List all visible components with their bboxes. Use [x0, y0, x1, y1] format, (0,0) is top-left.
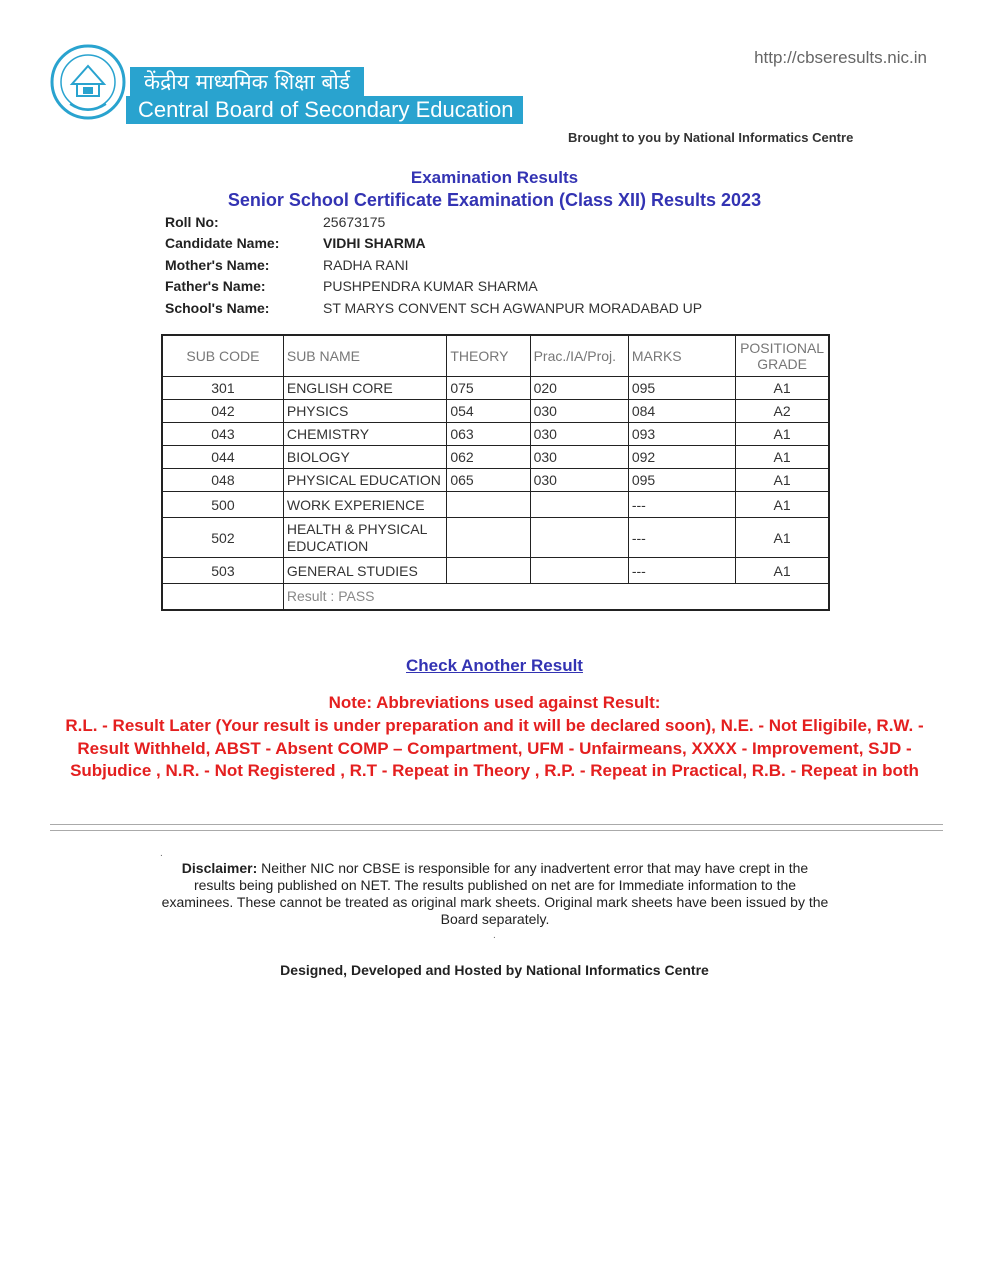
table-row	[162, 558, 829, 584]
candidate-name-label: Candidate Name:	[165, 235, 280, 251]
practical-marks: 030	[530, 400, 628, 423]
abbreviations-note: R.L. - Result Later (Your result is under preparation and it will be declared soon), N.E. - Not Eligibile, R.W. - Result Withheld, ABST - Absent COMP – Compartment, UFM - Unfairmeans, XXXX - Improvement, SJD - Subjudice , N.R. - Not Registered , R.T - Repeat in Theory , R.P. - Repeat in Practical, R.B. - Repeat in both	[65, 716, 924, 780]
table-header-row	[162, 335, 829, 377]
practical-marks	[530, 558, 628, 584]
dot-mark: .	[493, 930, 496, 941]
sub-code: 044	[162, 446, 283, 469]
col-sub-code: SUB CODE	[162, 335, 283, 377]
grade: A1	[736, 377, 829, 400]
practical-marks	[530, 518, 628, 558]
theory-marks: 075	[447, 377, 530, 400]
father-name-value: PUSHPENDRA KUMAR SHARMA	[323, 278, 538, 294]
mother-name-value: RADHA RANI	[323, 257, 409, 273]
divider	[50, 830, 943, 831]
disclaimer-text: Neither NIC nor CBSE is responsible for any inadvertent error that may have crept in the results being published on NET. The results published on net are for Immediate information to the examinees. These cannot be treated as original mark sheets. Original mark sheets have been issued by the Board separately.	[161, 860, 829, 927]
sub-code: 043	[162, 423, 283, 446]
sub-name: PHYSICS	[283, 400, 446, 423]
mother-name-label: Mother's Name:	[165, 257, 270, 273]
col-sub-name: SUB NAME	[283, 335, 446, 377]
table-row	[162, 377, 829, 400]
theory-marks	[447, 558, 530, 584]
disclaimer-label: Disclaimer:	[181, 860, 258, 876]
table-row	[162, 518, 829, 558]
table-row	[162, 400, 829, 423]
practical-marks	[530, 492, 628, 518]
sub-name: HEALTH & PHYSICAL EDUCATION	[283, 518, 446, 558]
total-marks: ---	[628, 492, 735, 518]
table-row	[162, 446, 829, 469]
designed-by-text: Designed, Developed and Hosted by National Informatics Centre	[280, 962, 709, 978]
grade: A1	[736, 469, 829, 492]
practical-marks: 030	[530, 423, 628, 446]
sub-name: WORK EXPERIENCE	[283, 492, 446, 518]
empty-cell	[162, 584, 283, 610]
father-name-label: Father's Name:	[165, 278, 266, 294]
total-marks: 095	[628, 377, 735, 400]
sub-code: 502	[162, 518, 283, 558]
sub-name: ENGLISH CORE	[283, 377, 446, 400]
total-marks: ---	[628, 518, 735, 558]
dot-mark: .	[160, 848, 163, 859]
total-marks: 095	[628, 469, 735, 492]
total-marks: 093	[628, 423, 735, 446]
result-status: Result : PASS	[283, 584, 829, 610]
roll-value: 25673175	[323, 214, 386, 230]
page-title: Examination Results	[410, 168, 579, 187]
total-marks: 084	[628, 400, 735, 423]
sub-code: 048	[162, 469, 283, 492]
note-title: Note: Abbreviations used against Result:	[328, 693, 661, 712]
results-table	[161, 334, 830, 611]
exam-title: Senior School Certificate Examination (Class XII) Results 2023	[227, 190, 762, 210]
col-marks: MARKS	[628, 335, 735, 377]
english-title-band: Central Board of Secondary Education	[126, 96, 523, 124]
brought-by-text: Brought to you by National Informatics Centre	[568, 130, 854, 145]
sub-name: BIOLOGY	[283, 446, 446, 469]
sub-name: CHEMISTRY	[283, 423, 446, 446]
divider	[50, 824, 943, 825]
grade: A1	[736, 518, 829, 558]
practical-marks: 020	[530, 377, 628, 400]
result-row	[162, 584, 829, 610]
grade: A2	[736, 400, 829, 423]
sub-code: 503	[162, 558, 283, 584]
disclaimer	[160, 860, 830, 928]
check-another-result-link[interactable]: Check Another Result	[406, 656, 583, 675]
theory-marks: 065	[447, 469, 530, 492]
theory-marks	[447, 492, 530, 518]
total-marks: 092	[628, 446, 735, 469]
theory-marks	[447, 518, 530, 558]
grade: A1	[736, 423, 829, 446]
col-practical: Prac./IA/Proj.	[530, 335, 628, 377]
total-marks: ---	[628, 558, 735, 584]
theory-marks: 054	[447, 400, 530, 423]
theory-marks: 062	[447, 446, 530, 469]
school-name-value: ST MARYS CONVENT SCH AGWANPUR MORADABAD UP	[323, 300, 703, 316]
hindi-title-band: केंद्रीय माध्यमिक शिक्षा बोर्ड	[130, 67, 364, 97]
grade: A1	[736, 492, 829, 518]
roll-label: Roll No:	[165, 214, 219, 230]
sub-code: 500	[162, 492, 283, 518]
sub-code: 042	[162, 400, 283, 423]
table-row	[162, 469, 829, 492]
practical-marks: 030	[530, 446, 628, 469]
school-name-label: School's Name:	[165, 300, 270, 316]
sub-name: PHYSICAL EDUCATION	[283, 469, 446, 492]
col-positional-grade: POSITIONAL GRADE	[736, 335, 829, 377]
theory-marks: 063	[447, 423, 530, 446]
grade: A1	[736, 446, 829, 469]
grade: A1	[736, 558, 829, 584]
sub-code: 301	[162, 377, 283, 400]
sub-name: GENERAL STUDIES	[283, 558, 446, 584]
table-row	[162, 492, 829, 518]
col-theory: THEORY	[447, 335, 530, 377]
site-url[interactable]: http://cbseresults.nic.in	[754, 48, 927, 67]
table-row	[162, 423, 829, 446]
cbse-emblem-icon	[50, 44, 126, 122]
practical-marks: 030	[530, 469, 628, 492]
candidate-name-value: VIDHI SHARMA	[323, 235, 426, 251]
